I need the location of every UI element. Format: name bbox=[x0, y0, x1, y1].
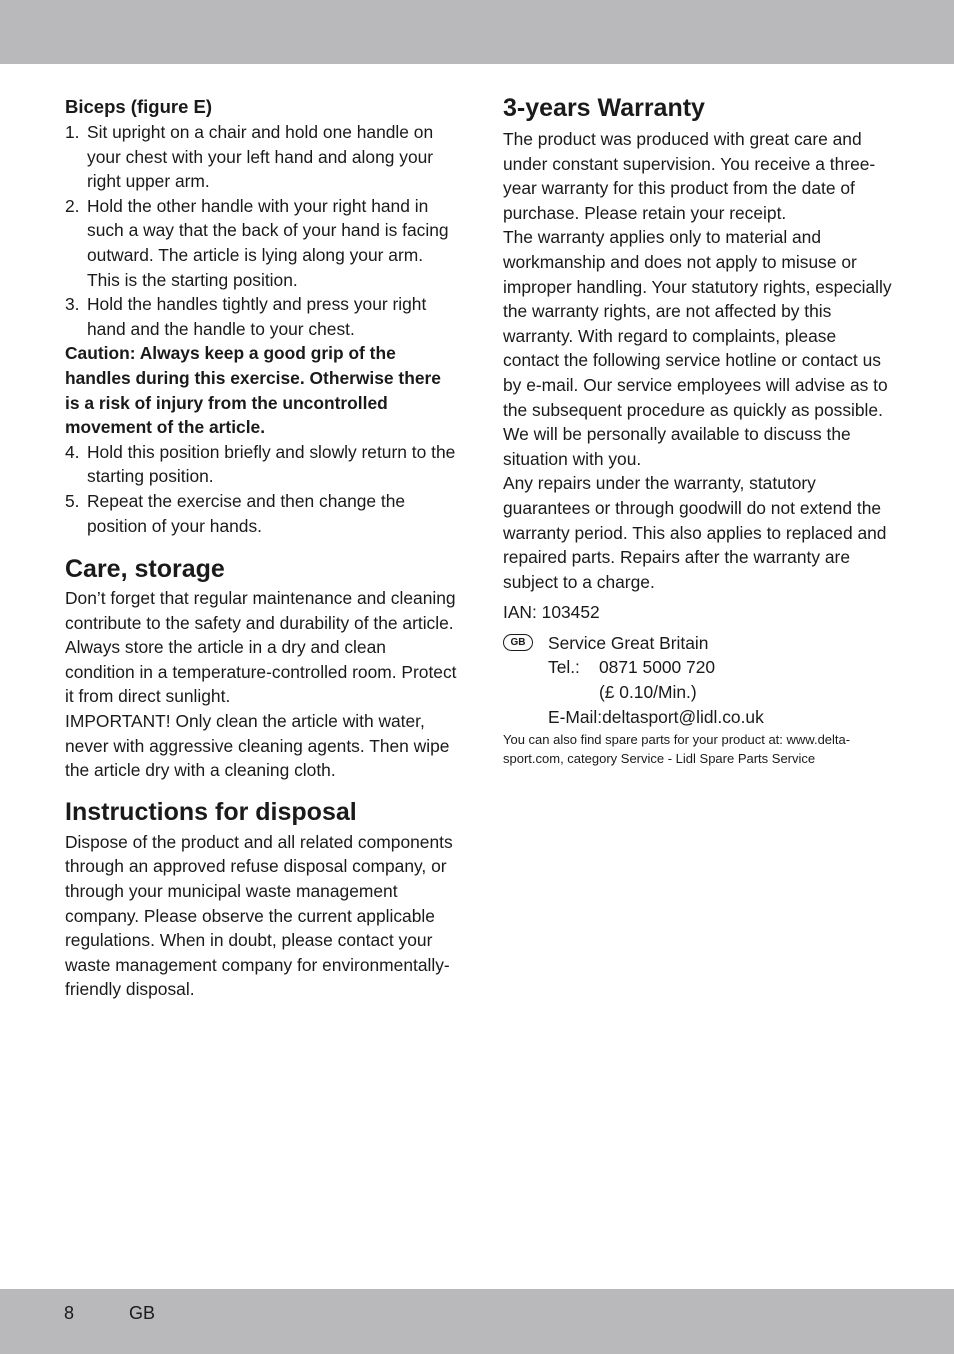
call-price: (£ 0.10/Min.) bbox=[599, 682, 697, 703]
disposal-heading: Instructions for disposal bbox=[65, 797, 357, 826]
list-item: 3. Hold the handles tightly and press your right hand and the handle to your chest. bbox=[65, 294, 427, 339]
phone-number: 0871 5000 720 bbox=[599, 657, 716, 678]
biceps-heading: Biceps (figure E) bbox=[65, 96, 212, 117]
care-paragraph: Don’t forget that regular maintenance and cleaning contribute to the safety and durability of the article. bbox=[65, 588, 456, 633]
phone-label: Tel.: bbox=[548, 657, 580, 678]
language-code: GB bbox=[129, 1303, 156, 1323]
care-heading: Care, storage bbox=[65, 555, 225, 584]
care-paragraph: IMPORTANT! Only clean the article with water, never with aggressive cleaning agents. Then wipe the article dry with a cleaning cloth. bbox=[65, 711, 450, 781]
gb-flag-icon: GB bbox=[503, 634, 533, 651]
ian-number: IAN: 103452 bbox=[503, 602, 600, 623]
warranty-paragraph: The warranty applies only to material and workmanship and does not apply to misuse or improper handling. Your statutory rights, especially the warranty rights, are not affected by this warranty. With regard to complaints, please contact the following service hotline or contact us by e-mail. Our service employees will advise as to the subsequent procedure as quickly as possible. We will be personally available to discuss the situation with you. bbox=[503, 227, 892, 469]
list-item: 5. Repeat the exercise and then change the position of your hands. bbox=[65, 490, 406, 536]
phone-line bbox=[548, 655, 895, 680]
list-item: 4. Hold this position briefly and slowly return to the starting position. bbox=[65, 441, 456, 487]
caution-text: Caution: Always keep a good grip of the handles during this exercise. Otherwise there is a risk of injury from the uncontrolled movement of the article. bbox=[65, 343, 441, 438]
header-band bbox=[0, 0, 954, 64]
steps-list-a bbox=[65, 120, 457, 341]
service-contact bbox=[503, 631, 895, 729]
warranty-paragraph: Any repairs under the warranty, statutory guarantees or through goodwill do not extend the warranty period. This also applies to replaced and repaired parts. Repairs after the warranty are subject to a charge. bbox=[503, 473, 887, 592]
spare-parts-note: You can also find spare parts for your product at: www.delta-sport.com, category Service - Lidl Spare Parts Service bbox=[503, 732, 851, 767]
right-column bbox=[503, 93, 895, 768]
care-paragraph: Always store the article in a dry and clean condition in a temperature-controlled room. Protect it from direct sunlight. bbox=[65, 637, 457, 707]
page-number: 8 bbox=[64, 1303, 75, 1323]
service-name: Service Great Britain bbox=[548, 632, 709, 653]
list-item: 2. Hold the other handle with your right hand in such a way that the back of your hand is facing outward. The article is lying along your arm. This is the starting position. bbox=[65, 195, 449, 290]
list-item: 1. Sit upright on a chair and hold one handle on your chest with your left hand and along your right upper arm. bbox=[65, 122, 434, 192]
warranty-heading: 3-years Warranty bbox=[503, 94, 705, 122]
disposal-paragraph: Dispose of the product and all related components through an approved refuse disposal company, or through your municipal waste management company. Please observe the current applicable regulations. When in doubt, please contact your waste management company for environmentally-friendly disposal. bbox=[65, 831, 453, 1000]
warranty-paragraph: The product was produced with great care and under constant supervision. You receive a three-year warranty for this product from the date of purchase. Please retain your receipt. bbox=[503, 129, 876, 223]
steps-list-b bbox=[65, 440, 457, 538]
left-column bbox=[65, 93, 457, 1002]
email-address: E-Mail:deltasport@lidl.co.uk bbox=[548, 706, 764, 727]
